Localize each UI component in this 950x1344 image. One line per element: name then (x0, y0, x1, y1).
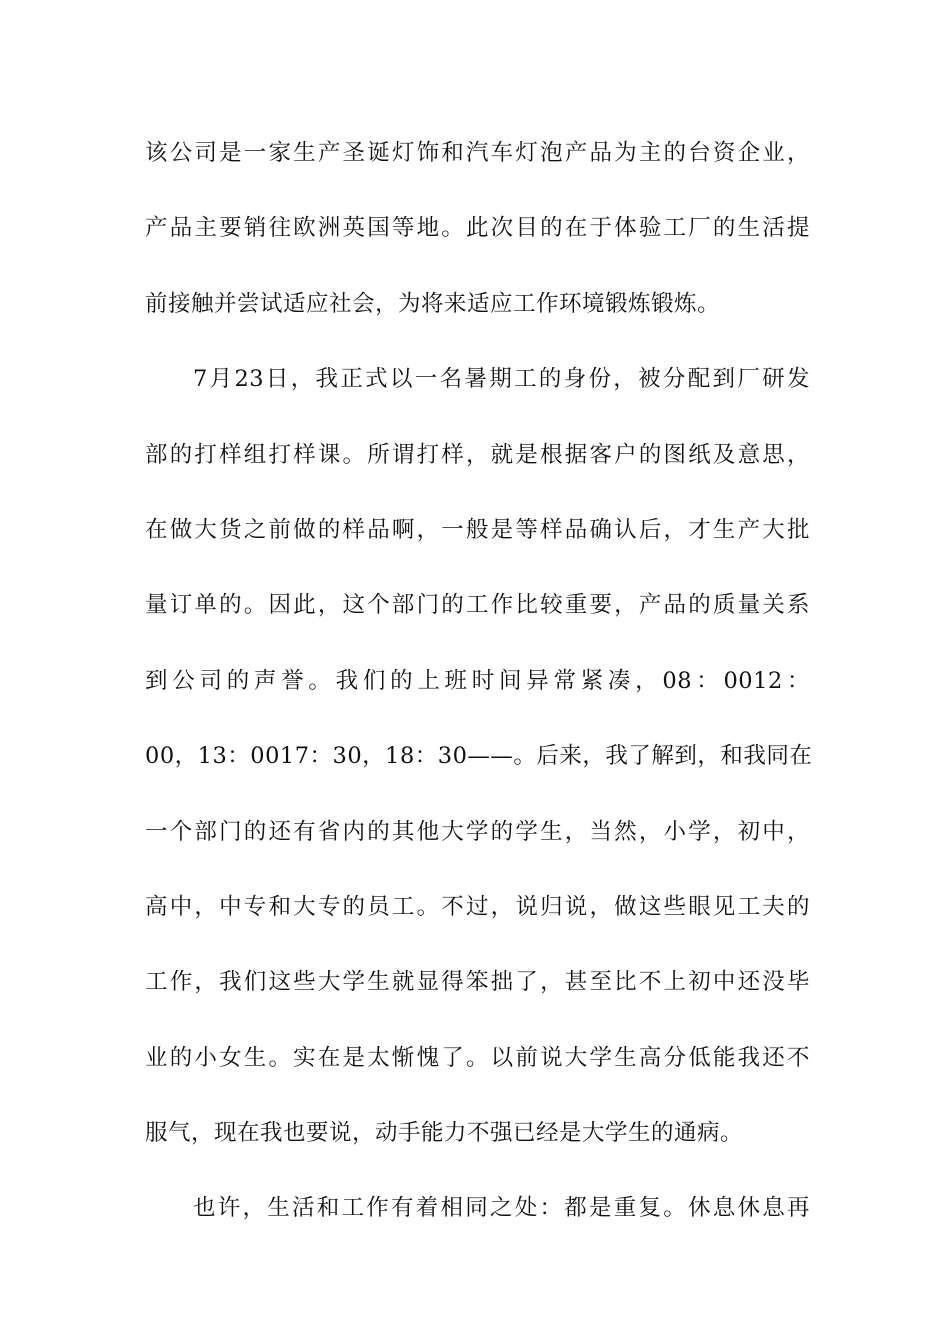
text-line: 一个部门的还有省内的其他大学的学生，当然，小学，初中， (145, 818, 810, 845)
text-line: 服气，现在我也要说，动手能力不强已经是大学生的通病。 (145, 1120, 744, 1147)
paragraph-start-line: 7月23日，我正式以一名暑期工的身份，被分配到厂研发 (193, 366, 810, 393)
text-line: 部的打样组打样课。所谓打样，就是根据客户的图纸及意思， (145, 441, 810, 468)
text-line: 该公司是一家生产圣诞灯饰和汽车灯泡产品为主的台资企业， (145, 140, 810, 166)
body-text (145, 130, 813, 1261)
text-line: 业的小女生。实在是太惭愧了。以前说大学生高分低能我还不 (145, 1044, 810, 1071)
text-line: 00，13：0017：30，18：30——。后来，我了解到，和我同在 (145, 743, 813, 770)
text-line: 前接触并尝试适应社会，为将来适应工作环境锻炼锻炼。 (145, 290, 721, 317)
text-line: 工作，我们这些大学生就显得笨拙了，甚至比不上初中还没毕 (145, 969, 810, 996)
text-line: 产品主要销往欧洲英国等地。此次目的在于体验工厂的生活提 (145, 215, 810, 242)
text-line: 量订单的。因此，这个部门的工作比较重要，产品的质量关系 (145, 592, 810, 619)
paragraph-start-line: 也许，生活和工作有着相同之处：都是重复。休息休息再 (193, 1195, 810, 1222)
text-line: 在做大货之前做的样品啊，一般是等样品确认后，才生产大批 (145, 516, 810, 543)
text-line: 到公司的声誉。我们的上班时间异常紧凑，08：0012： (145, 667, 810, 694)
text-line: 高中，中专和大专的员工。不过，说归说，做这些眼见工夫的 (145, 893, 810, 920)
